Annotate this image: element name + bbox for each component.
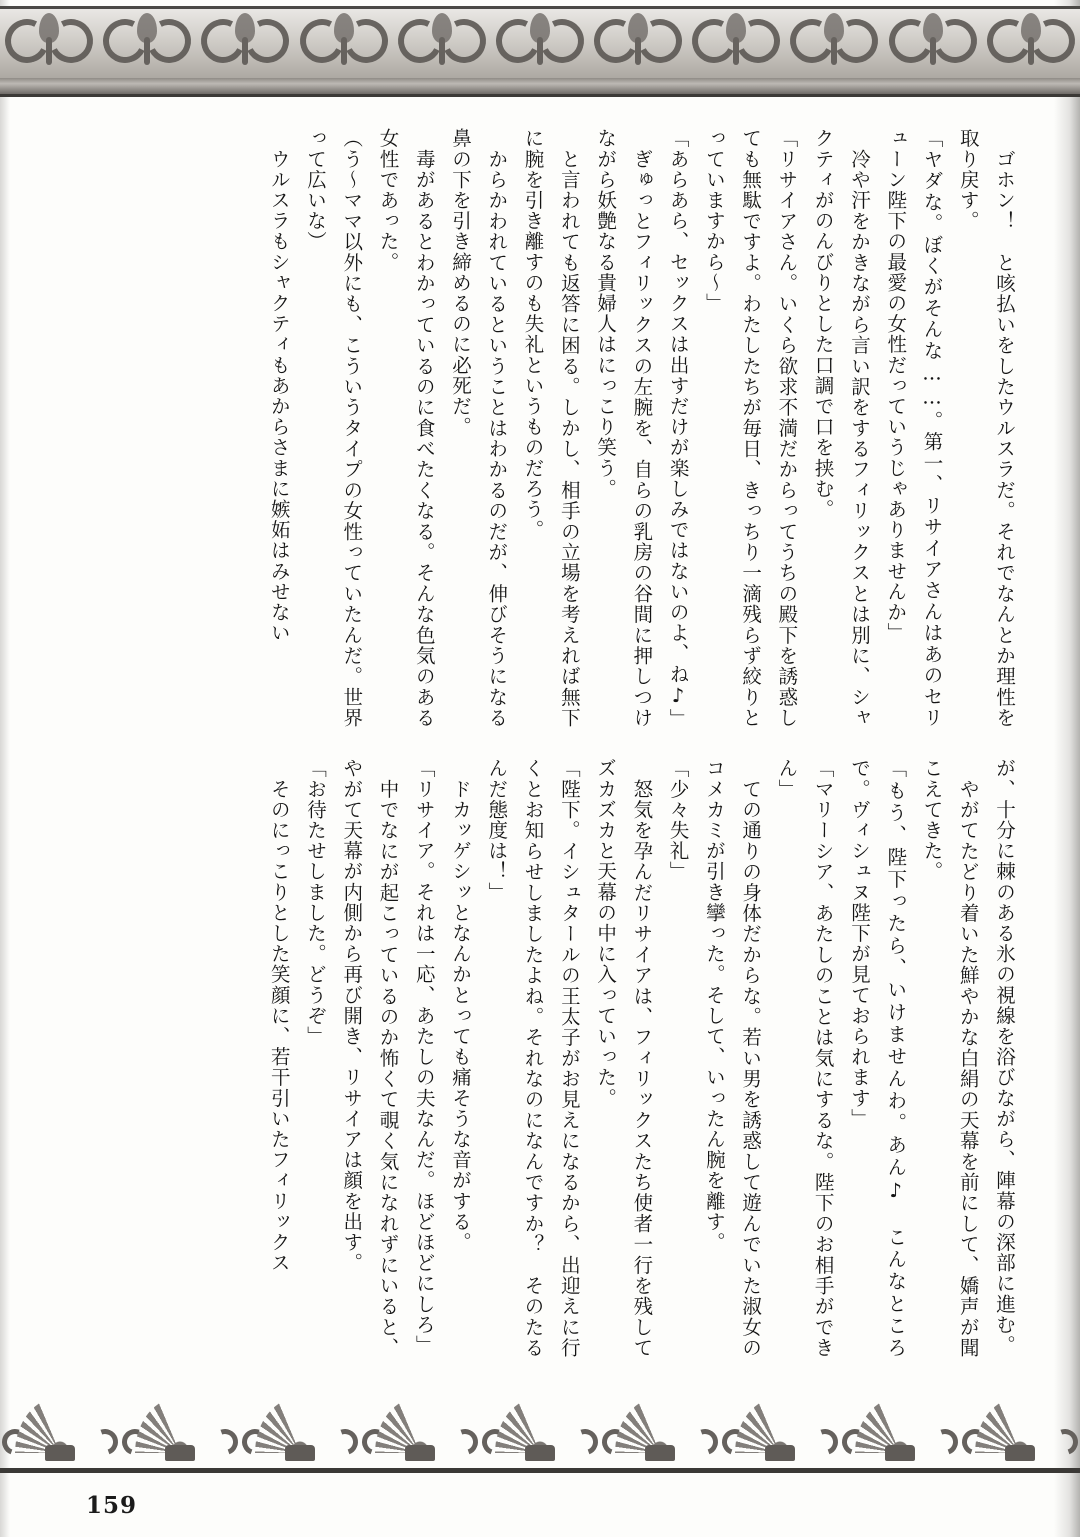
- scroll-motif-icon: [394, 11, 490, 73]
- paragraph: 「リサイア。それは一応、あたしの夫なんだ。ほどほどにしろ」: [412, 758, 436, 1356]
- paragraph: ての通りの身体だからな。若い男を誘惑して遊んでいた淑女のコメカミが引き攣った。そして、いったん腕を離す。: [702, 758, 763, 1358]
- scroll-motif-icon: [296, 11, 392, 73]
- text-block-upper: [142, 128, 1022, 728]
- paragraph: 「少々失礼」: [666, 758, 690, 882]
- paragraph: そのにっこりとした笑顔に、若干引いたフィリックス: [267, 758, 291, 1273]
- scroll-motif-icon: [197, 11, 293, 73]
- paragraph: ウルスラもシャクティもあからさまに嫉妬はみせない: [267, 128, 291, 643]
- scroll-motif-icon: [983, 11, 1079, 73]
- paragraph: 毒があるとわかっているのに食べたくなる。そんな色気のある女性であった。: [376, 128, 436, 728]
- palmette-row: [0, 1383, 1080, 1465]
- palmette-motif-icon: [728, 1391, 832, 1465]
- paragraph: からかわれているということはわかるのだが、伸びそうになる鼻の下を引き締めるのに必死だ。: [449, 128, 509, 728]
- scroll-motif-icon: [885, 11, 981, 73]
- paragraph: 怒気を孕んだリサイアは、フィリックスたち使者一行を残してズカズカと天幕の中に入っていった。: [594, 758, 654, 1358]
- paragraph: 「リサイアさん。いくら欲求不満だからってうちの殿下を誘惑しても無駄ですよ。わたしたちが毎日、きっちり一滴残らず絞りとっていますから〜」: [702, 128, 799, 728]
- paragraph: ゴホン！ と咳払いをしたウルスラだ。それでなんとか理性を取り戻す。: [956, 128, 1016, 728]
- paragraph: 冷や汗をかきながら言い訳をするフィリックスとは別に、シャクティがのんびりとした口調で口を挟む。: [811, 128, 871, 728]
- ornament-rule: [0, 1468, 1080, 1473]
- paragraph: と言われても返答に困る。しかし、相手の立場を考えれば無下に腕を引き離すのも失礼というものだろう。: [521, 128, 581, 728]
- palmette-motif-icon: [608, 1391, 712, 1465]
- scrollwork-row: [0, 8, 1080, 76]
- text-block-lower: [142, 758, 1022, 1358]
- palmette-motif-icon: [8, 1391, 112, 1465]
- scroll-motif-icon: [688, 11, 784, 73]
- page-text-area: [78, 128, 1022, 1369]
- bottom-ornament-band: [0, 1377, 1080, 1473]
- page-edge-shading-right: [1054, 0, 1080, 1537]
- paragraph: やがてたどり着いた鮮やかな白絹の天幕を前にして、嬌声が聞こえてきた。: [920, 758, 980, 1358]
- page-number: 159: [86, 1492, 138, 1519]
- paragraph: 「陛下。イシュタールの王太子がお見えになるから、出迎えに行くとお知らせしましたよね。それなのになんですか？ そのたるんだ態度は！」: [485, 758, 581, 1358]
- page-edge-shading-left: [0, 0, 10, 1537]
- scroll-motif-icon: [99, 11, 195, 73]
- palmette-motif-icon: [128, 1391, 232, 1465]
- palmette-motif-icon: [488, 1391, 592, 1465]
- palmette-motif-icon: [368, 1391, 472, 1465]
- paragraph: ドカッゲシッとなんかとっても痛そうな音がする。: [449, 758, 473, 1253]
- palmette-motif-icon: [248, 1391, 352, 1465]
- ornament-base-rule: [0, 78, 1080, 97]
- top-ornament-band: [0, 0, 1080, 100]
- paragraph: 「あらあら、セックスは出すだけが楽しみではないのよ、ね♪」: [666, 128, 690, 729]
- scroll-motif-icon: [590, 11, 686, 73]
- scroll-motif-icon: [1, 11, 97, 73]
- palmette-motif-icon: [848, 1391, 952, 1465]
- paragraph: 「ヤダな。ぼくがそんな……。第一、リサイアさんはあのセリューン陛下の最愛の女性だっていうじゃありませんか」: [884, 128, 944, 728]
- paragraph: ぎゅっとフィリックスの左腕を、自らの乳房の谷間に押しつけながら妖艶なる貴婦人はにっこり笑う。: [594, 128, 654, 728]
- paragraph: （う〜ママ以外にも、こういうタイプの女性っていたんだ。世界って広いな）: [303, 128, 364, 728]
- scroll-motif-icon: [492, 11, 588, 73]
- paragraph: 「マリーシア、あたしのことは気にするな。陛下のお相手ができん」: [775, 758, 835, 1358]
- paragraph: 「もう、陛下ったら、いけませんわ。あん♪ こんなところで。ヴィシュヌ陛下が見ておられます」: [847, 758, 908, 1358]
- scroll-motif-icon: [786, 11, 882, 73]
- palmette-motif-icon: [968, 1391, 1072, 1465]
- paragraph: が、十分に棘のある氷の視線を浴びながら、陣幕の深部に進む。: [993, 758, 1016, 1356]
- paragraph: 中でなにが起こっているのか怖くて覗く気になれずにいると、やがて天幕が内側から再び開き、リサイアは顔を出す。: [340, 758, 400, 1358]
- paragraph: 「お待たせしました。どうぞ」: [303, 758, 327, 1047]
